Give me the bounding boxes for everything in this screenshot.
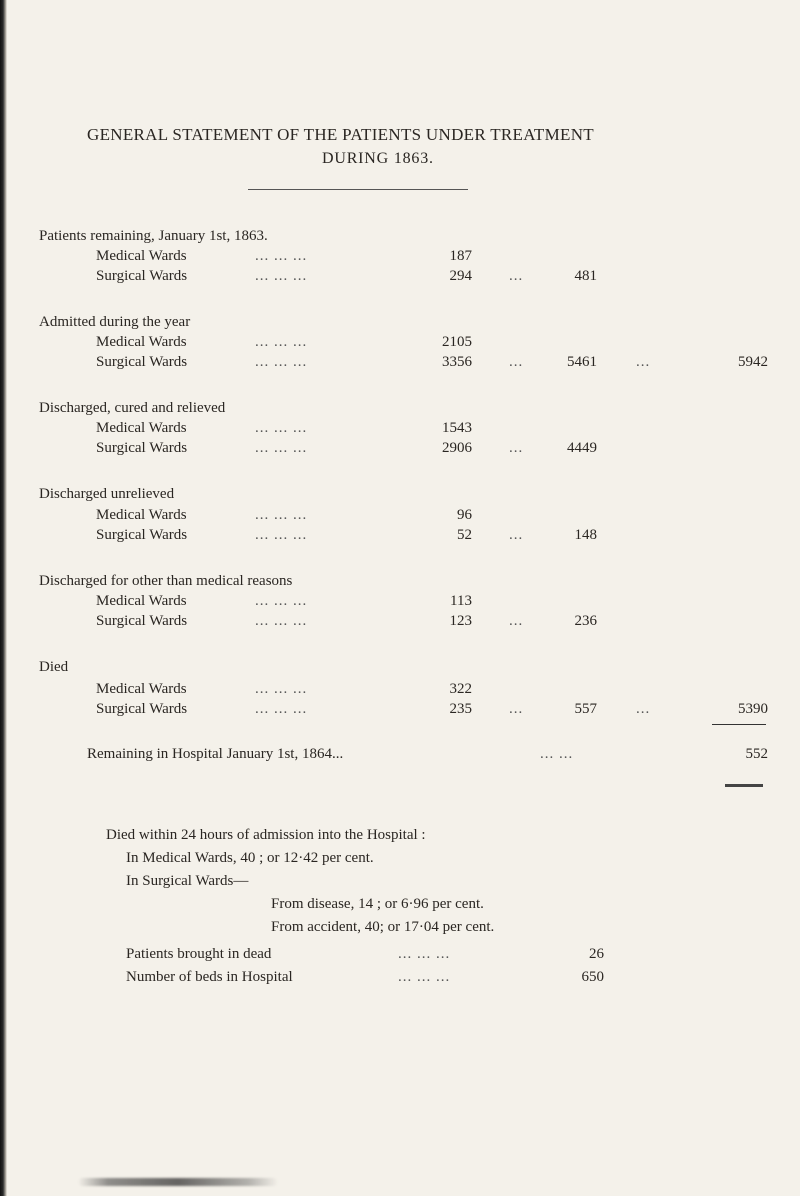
row-value: 1543 [442,420,472,436]
row-value: 123 [449,613,472,629]
remaining-value: 552 [745,746,768,762]
row-label: Medical Wards [96,593,187,609]
row-value: 2105 [442,334,472,350]
leader-dots: ... ... ... [398,969,451,985]
row-label: Surgical Wards [96,701,188,717]
leader-dots: ... [636,354,651,370]
row-label: Surgical Wards [96,268,188,284]
scan-smudge [78,1178,278,1186]
total-value: 5390 [738,701,768,717]
row-label: Medical Wards [96,248,187,264]
subtotal-value: 236 [574,613,597,629]
leader-dots: ... ... ... [255,248,308,264]
page-subtitle: DURING 1863. [322,150,434,167]
leader-dots: ... ... ... [255,420,308,436]
leader-dots: ... [509,354,524,370]
total-value: 5942 [738,354,768,370]
leader-dots: ... [509,613,524,629]
subtotal-value: 481 [574,268,597,284]
leader-dots: ... ... [540,746,574,762]
leader-dots: ... ... ... [255,527,308,543]
note-from-accident: From accident, 40; or 17·04 per cent. [271,919,495,935]
leader-dots: ... ... ... [255,701,308,717]
row-value: 2906 [442,440,472,456]
note-died-within: Died within 24 hours of admission into the Hospital : [106,827,426,843]
note-surgical-wards: In Surgical Wards— [126,873,249,889]
row-label: Surgical Wards [96,613,188,629]
section-heading: Patients remaining, January 1st, 1863. [39,228,268,244]
leader-dots: ... ... ... [255,593,308,609]
leader-dots: ... ... ... [255,681,308,697]
section-heading: Discharged for other than medical reasons [39,573,293,589]
row-value: 113 [450,593,472,609]
row-label: Medical Wards [96,507,187,523]
page-title: GENERAL STATEMENT OF THE PATIENTS UNDER TREATMENT [87,125,594,144]
row-value: 96 [457,507,472,523]
leader-dots: ... ... ... [255,613,308,629]
leader-dots: ... ... ... [255,268,308,284]
footer-value: 650 [581,969,604,985]
footer-value: 26 [589,946,604,962]
section-heading: Admitted during the year [39,314,191,330]
row-label: Medical Wards [96,420,187,436]
subtotal-value: 557 [574,701,597,717]
note-medical-wards: In Medical Wards, 40 ; or 12·42 per cent. [126,850,374,866]
leader-dots: ... [509,701,524,717]
leader-dots: ... [509,268,524,284]
leader-dots: ... ... ... [398,946,451,962]
total-rule [712,724,766,725]
row-value: 294 [449,268,472,284]
page-binding-edge [0,0,7,1196]
section-heading: Discharged, cured and relieved [39,400,226,416]
remaining-label: Remaining in Hospital January 1st, 1864... [87,746,344,762]
double-rule [725,784,763,787]
row-value: 187 [449,248,472,264]
row-value: 322 [449,681,472,697]
leader-dots: ... [636,701,651,717]
row-label: Surgical Wards [96,354,188,370]
section-heading: Died [39,659,69,675]
title-rule [248,189,468,190]
row-value: 52 [457,527,472,543]
footer-label: Number of beds in Hospital [126,969,293,985]
leader-dots: ... ... ... [255,507,308,523]
row-label: Surgical Wards [96,527,188,543]
subtotal-value: 148 [574,527,597,543]
leader-dots: ... ... ... [255,354,308,370]
row-value: 235 [449,701,472,717]
subtotal-value: 5461 [567,354,597,370]
note-from-disease: From disease, 14 ; or 6·96 per cent. [271,896,484,912]
section-heading: Discharged unrelieved [39,486,175,502]
leader-dots: ... ... ... [255,334,308,350]
leader-dots: ... [509,527,524,543]
leader-dots: ... ... ... [255,440,308,456]
leader-dots: ... [509,440,524,456]
row-label: Medical Wards [96,334,187,350]
row-label: Surgical Wards [96,440,188,456]
row-value: 3356 [442,354,472,370]
subtotal-value: 4449 [567,440,597,456]
row-label: Medical Wards [96,681,187,697]
footer-label: Patients brought in dead [126,946,272,962]
